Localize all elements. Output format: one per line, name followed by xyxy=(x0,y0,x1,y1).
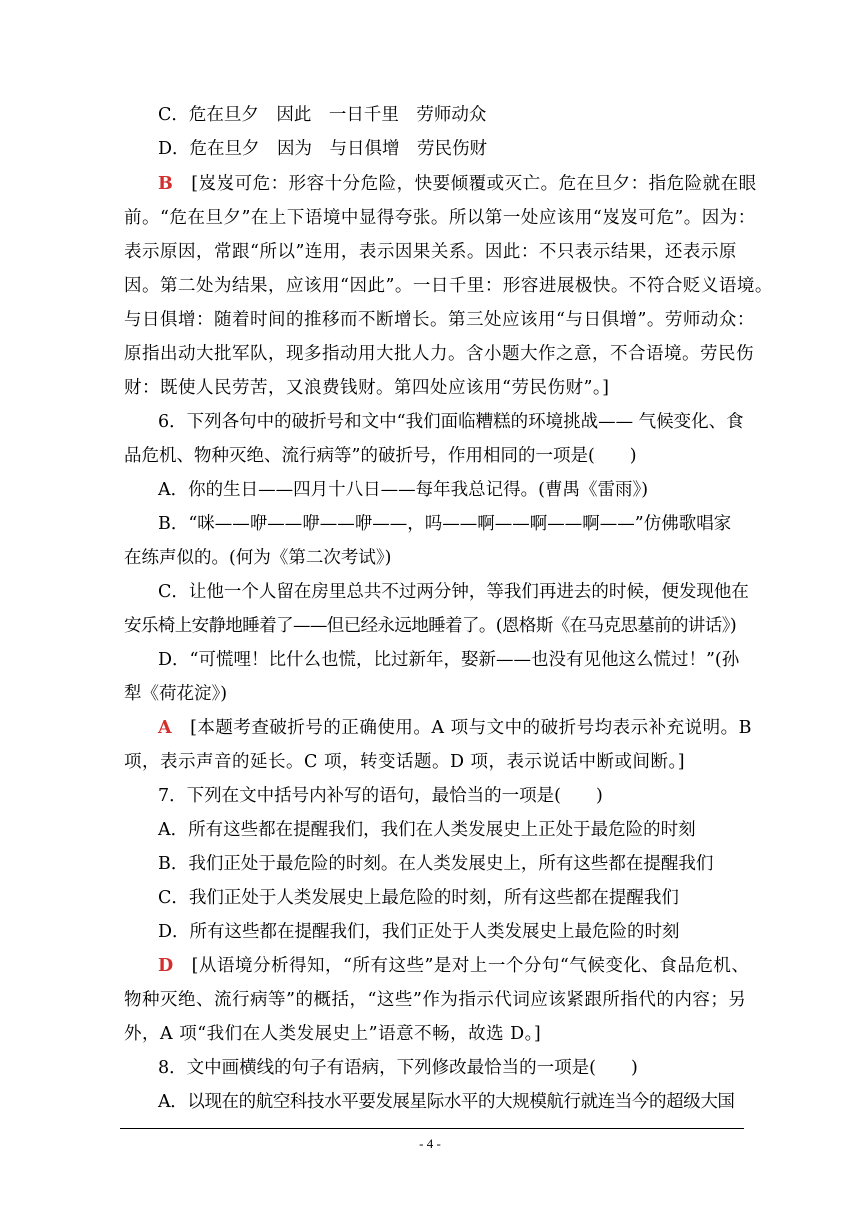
answer-text: [岌岌可危：形容十分危险，快要倾覆或灭亡。危在旦夕：指危险就在眼 xyxy=(173,174,757,194)
option-d-q6-cont: 犁《荷花淀》) xyxy=(124,684,228,704)
answer-q5-line xyxy=(158,172,757,196)
explanation-line: 原指出动大批军队，现多指动用大批人力。含小题大作之意，不合语境。劳民伤 xyxy=(124,344,754,364)
option-d-q6: D．“可慌哩！比什么也慌，比过新年，娶新——也没有见他这么慌过！”(孙 xyxy=(158,650,740,670)
page-number: - 4 - xyxy=(419,1136,441,1151)
option-c-q6: C．让他一个人留在房里总共不过两分钟，等我们再进去的时候，便发现他在 xyxy=(158,582,749,602)
explanation-line: 因。第二处为结果，应该用“因此”。一日千里：形容进展极快。不符合贬义语境。 xyxy=(124,276,773,296)
answer-q7-line xyxy=(158,954,750,978)
answer-text: [从语境分析得知，“所有这些”是对上一个分句“气候变化、食品危机、 xyxy=(173,956,750,976)
answer-letter: D xyxy=(158,956,174,976)
footer-rule xyxy=(120,1128,744,1129)
option-c-q7: C．我们正处于人类发展史上最危险的时刻，所有这些都在提醒我们 xyxy=(158,888,679,908)
explanation-line: 财：既使人民劳苦，又浪费钱财。第四处应该用“劳民伤财”。] xyxy=(124,378,610,398)
option-b-q6: B．“咪——咿——咿——咿——，吗——啊——啊——啊——”仿佛歌唱家 xyxy=(158,514,732,534)
explanation-line: 与日俱增：随着时间的推移而不断增长。第三处应该用“与日俱增”。劳师动众： xyxy=(124,310,755,330)
explanation-line: 项，表示声音的延长。C 项，转变话题。D 项，表示说话中断或间断。] xyxy=(124,752,686,772)
explanation-line: 外，A 项“我们在人类发展史上”语意不畅，故选 D。] xyxy=(124,1024,542,1044)
answer-letter: A xyxy=(158,718,173,738)
question-6: 6．下列各句中的破折号和文中“我们面临糟糕的环境挑战—— 气候变化、食 xyxy=(158,412,744,432)
question-8: 8．文中画横线的句子有语病，下列修改最恰当的一项是( ) xyxy=(158,1058,638,1078)
explanation-line: 前。“危在旦夕”在上下语境中显得夸张。所以第一处应该用“岌岌可危”。因为： xyxy=(124,208,756,228)
question-7: 7．下列在文中括号内补写的语句，最恰当的一项是( ) xyxy=(158,786,603,806)
option-a-q6: A．你的生日——四月十八日——每年我总记得。(曹禺《雷雨》) xyxy=(158,480,649,500)
option-b-q6-cont: 在练声似的。(何为《第二次考试》) xyxy=(124,548,392,568)
answer-q6-line xyxy=(158,716,752,740)
option-d-q7: D．所有这些都在提醒我们，我们正处于人类发展史上最危险的时刻 xyxy=(158,922,680,942)
option-c-q6-cont: 安乐椅上安静地睡着了——但已经永远地睡着了。(恩格斯《在马克思墓前的讲话》) xyxy=(124,616,737,636)
explanation-line: 物种灭绝、流行病等”的概括，“这些”作为指示代词应该紧跟所指代的内容；另 xyxy=(124,990,747,1010)
option-d-q5: D．危在旦夕 因为 与日俱增 劳民伤财 xyxy=(158,139,488,159)
option-c-q5: C．危在旦夕 因此 一日千里 劳师动众 xyxy=(158,105,487,125)
explanation-line: 表示原因，常跟“所以”连用，表示因果关系。因此：不只表示结果，还表示原 xyxy=(124,242,737,262)
question-6-cont: 品危机、物种灭绝、流行病等”的破折号，作用相同的一项是( ) xyxy=(124,446,637,466)
option-a-q8: A．以现在的航空科技水平要发展星际水平的大规模航行就连当今的超级大国 xyxy=(158,1092,735,1112)
answer-letter: B xyxy=(158,174,174,194)
option-a-q7: A．所有这些都在提醒我们，我们在人类发展史上正处于最危险的时刻 xyxy=(158,820,696,840)
option-b-q7: B．我们正处于最危险的时刻。在人类发展史上，所有这些都在提醒我们 xyxy=(158,854,714,874)
answer-text: [本题考查破折号的正确使用。A 项与文中的破折号均表示补充说明。B xyxy=(172,718,752,738)
